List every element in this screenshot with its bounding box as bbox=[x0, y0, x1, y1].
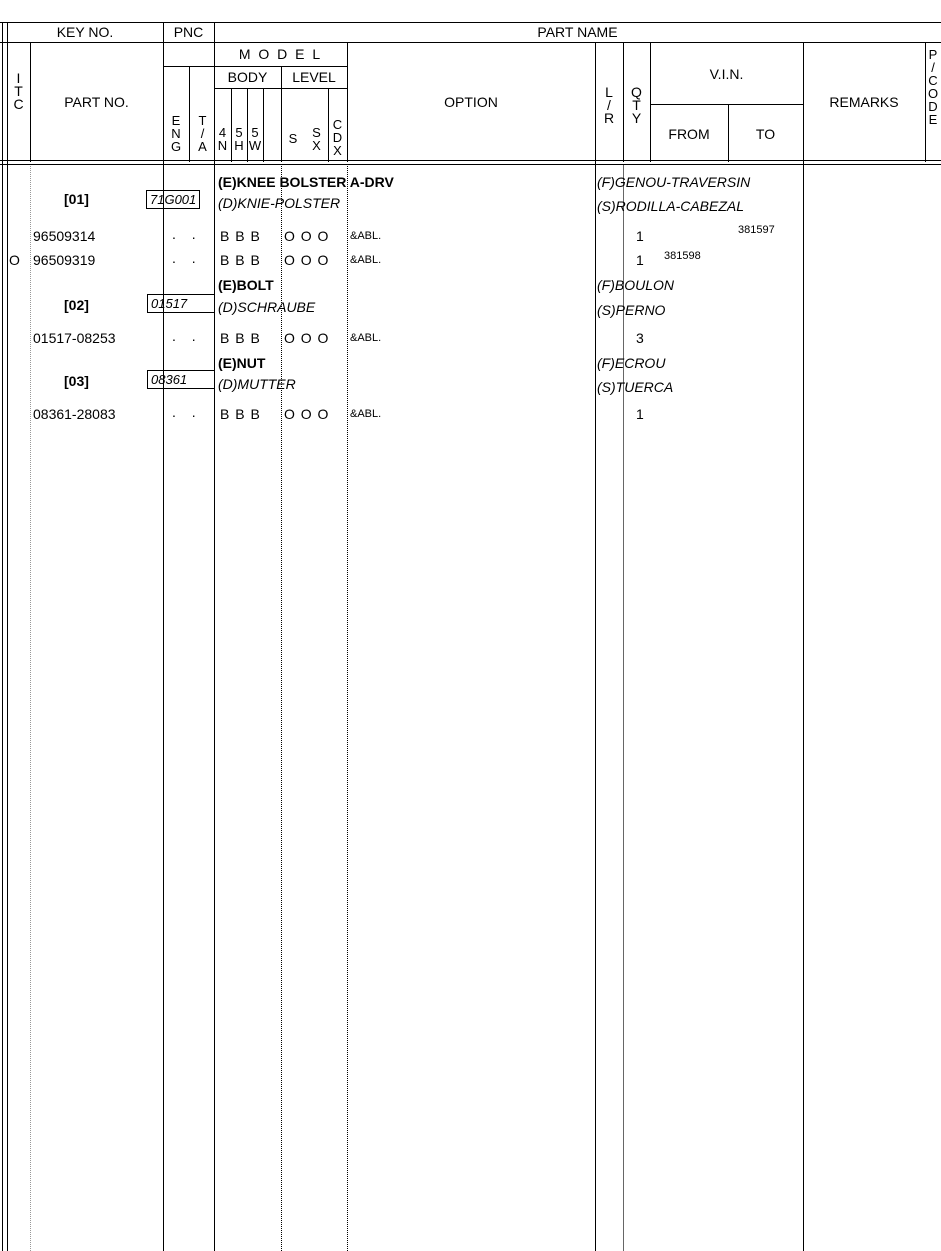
body-marks: B B B bbox=[220, 252, 261, 268]
level-marks: O O O bbox=[284, 252, 330, 268]
part-name-french: (F)GENOU-TRAVERSIN bbox=[597, 174, 751, 190]
part-name-german: (D)MUTTER bbox=[218, 376, 296, 392]
vin-to: 381597 bbox=[738, 224, 775, 236]
pnc-box: 01517 bbox=[147, 294, 215, 313]
part-name-english: (E)BOLT bbox=[218, 277, 274, 293]
part-name-spanish: (S)PERNO bbox=[597, 302, 666, 318]
key-no-header: KEY NO. bbox=[56, 24, 114, 40]
quantity: 1 bbox=[636, 228, 644, 244]
qty-header: Q T Y bbox=[631, 84, 642, 126]
header-rule-2 bbox=[0, 42, 941, 43]
part-name-german: (D)KNIE-POLSTER bbox=[218, 195, 341, 211]
grid-line bbox=[214, 22, 215, 1251]
vin-from: 381598 bbox=[664, 250, 701, 262]
part-number: 96509319 bbox=[33, 252, 96, 268]
option-code: &ABL. bbox=[350, 408, 382, 420]
option-header: OPTION bbox=[444, 94, 498, 110]
model-header: M O D E L bbox=[238, 46, 323, 62]
key-no-label: [03] bbox=[64, 373, 89, 389]
part-name-spanish: (S)RODILLA-CABEZAL bbox=[597, 198, 745, 214]
quantity: 1 bbox=[636, 406, 644, 422]
option-code: &ABL. bbox=[350, 254, 382, 266]
itc-header: I T C bbox=[13, 70, 24, 112]
itc-mark: O bbox=[9, 252, 20, 268]
part-name-german: (D)SCHRAUBE bbox=[218, 299, 316, 315]
eng-header: E N G bbox=[170, 113, 182, 154]
body-marks: B B B bbox=[220, 330, 261, 346]
vin-header: V.I.N. bbox=[709, 66, 744, 82]
eng-ta-dots: . . bbox=[172, 226, 202, 242]
grid-line bbox=[595, 42, 596, 1251]
body-marks: B B B bbox=[220, 228, 261, 244]
remarks-header: REMARKS bbox=[829, 94, 899, 110]
grid-line bbox=[347, 164, 348, 1251]
grid-line bbox=[189, 66, 190, 162]
grid-line bbox=[263, 88, 264, 162]
body-marks: B B B bbox=[220, 406, 261, 422]
key-no-label: [02] bbox=[64, 297, 89, 313]
part-name-english: (E)KNEE BOLSTER A-DRV bbox=[218, 174, 394, 190]
header-bottom-rule bbox=[0, 160, 941, 161]
grid-line bbox=[30, 164, 31, 1251]
vin-to-header: TO bbox=[755, 126, 776, 142]
vin-from-header: FROM bbox=[668, 126, 710, 142]
body-col-5h: 5 H bbox=[234, 125, 244, 153]
body-col-4n: 4 N bbox=[217, 125, 228, 153]
pnc-header: PNC bbox=[173, 24, 204, 40]
part-name-english: (E)NUT bbox=[218, 355, 266, 371]
quantity: 1 bbox=[636, 252, 644, 268]
part-name-header: PART NAME bbox=[537, 24, 618, 40]
part-name-spanish: (S)TUERCA bbox=[597, 379, 674, 395]
eng-ta-dots: . . bbox=[172, 404, 202, 420]
level-col-sx: S X bbox=[312, 125, 321, 153]
quantity: 3 bbox=[636, 330, 644, 346]
ta-header: T / A bbox=[198, 113, 207, 154]
grid-line bbox=[623, 164, 624, 1251]
header-top-rule bbox=[0, 22, 941, 23]
option-code: &ABL. bbox=[350, 332, 382, 344]
key-no-label: [01] bbox=[64, 191, 89, 207]
header-bottom-rule-2 bbox=[0, 164, 941, 165]
level-header: LEVEL bbox=[292, 69, 336, 85]
part-number: 01517-08253 bbox=[33, 330, 116, 346]
grid-line bbox=[803, 42, 804, 1251]
eng-ta-dots: . . bbox=[172, 250, 202, 266]
option-code: &ABL. bbox=[350, 230, 382, 242]
part-number: 96509314 bbox=[33, 228, 96, 244]
pnc-box: 08361 bbox=[147, 370, 215, 389]
grid-line bbox=[7, 22, 8, 1251]
lr-header: L / R bbox=[603, 84, 615, 126]
level-col-s: S bbox=[288, 131, 298, 146]
pnc-box: 71G001 bbox=[146, 190, 200, 209]
level-marks: O O O bbox=[284, 330, 330, 346]
part-name-french: (F)BOULON bbox=[597, 277, 674, 293]
body-header: BODY bbox=[227, 69, 268, 85]
part-number: 08361-28083 bbox=[33, 406, 116, 422]
model-rule bbox=[163, 66, 347, 67]
vin-rule bbox=[650, 104, 803, 105]
part-name-french: (F)ECROU bbox=[597, 355, 666, 371]
body-col-5w: 5 W bbox=[248, 125, 262, 153]
grid-line bbox=[2, 22, 3, 1251]
grid-line bbox=[650, 42, 651, 162]
eng-ta-dots: . . bbox=[172, 328, 202, 344]
part-no-header: PART NO. bbox=[64, 94, 129, 110]
grid-line bbox=[281, 164, 282, 1251]
pcode-header: P / C O D E bbox=[927, 47, 939, 127]
level-col-cdx: C D X bbox=[332, 117, 343, 158]
level-marks: O O O bbox=[284, 406, 330, 422]
level-marks: O O O bbox=[284, 228, 330, 244]
